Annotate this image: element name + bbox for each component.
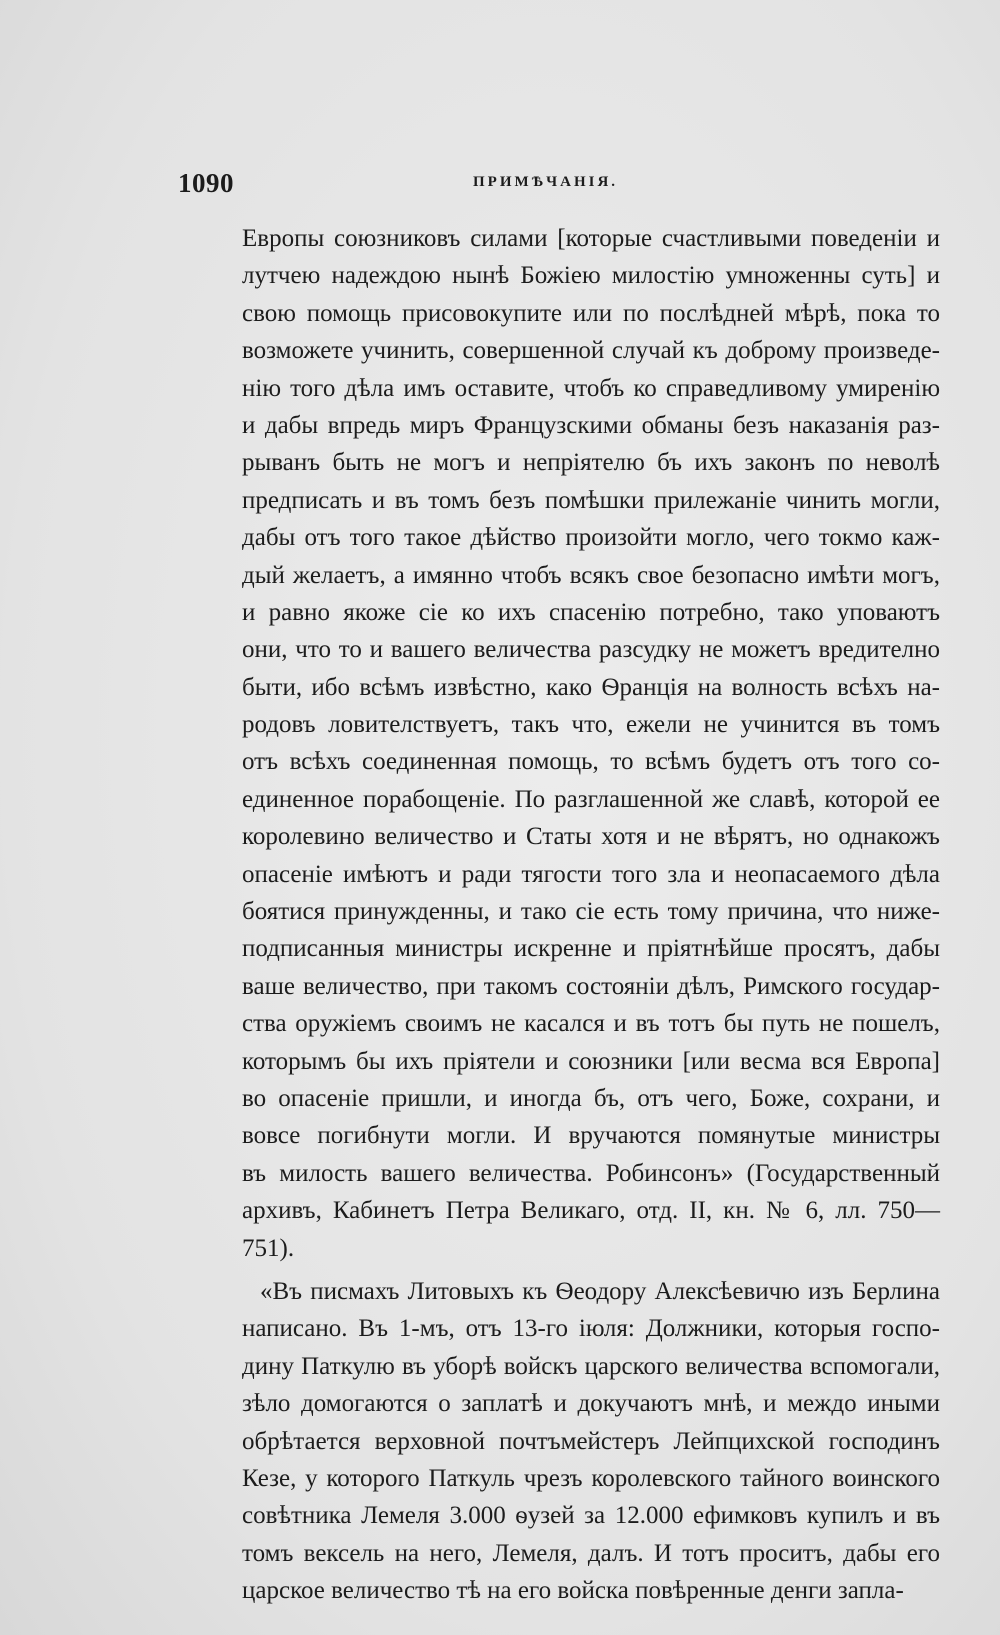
- text-line: вовсе погибнути могли. И вручаются помянутые министры: [242, 1122, 940, 1150]
- text-line: въ милость вашего величества. Робинсонъ» (Государственный: [242, 1159, 940, 1187]
- text-line: быти, ибо всѣмъ извѣстно, како Ѳранція на волность всѣхъ на-: [242, 673, 940, 701]
- text-line: королевино величество и Статы хотя и не вѣрятъ, но однакожъ: [242, 823, 940, 851]
- text-line: дый желаетъ, а имянно чтобъ всякъ свое безопасно имѣти могъ,: [242, 561, 940, 589]
- text-line: 751).: [242, 1234, 295, 1262]
- text-line: нію того дѣла имъ оставите, чтобъ ко справедливому умиренію: [242, 374, 940, 402]
- text-line: возможете учинить, совершенной случай къ доброму произведе-: [242, 337, 940, 365]
- text-line: во опасеніе пришли, и иногда бъ, отъ чего, Боже, сохрани, и: [242, 1084, 940, 1112]
- text-line: совѣтника Лемеля 3.000 ѳузей за 12.000 ефимковъ купилъ и въ: [242, 1502, 940, 1530]
- text-line: ваше величество, при такомъ состояніи дѣлъ, Римского государ-: [242, 972, 940, 1000]
- text-line: лутчею надеждою нынѣ Божіею милостію умноженны суть] и: [242, 262, 940, 290]
- text-line: ства оружіемъ своимъ не касался и въ тотъ бы путь не пошелъ,: [242, 1010, 940, 1038]
- text-line: свою помощь присовокупите или по послѣдней мѣрѣ, пока то: [242, 299, 940, 327]
- text-line: единенное порабощеніе. По разглашенной же славѣ, которой ее: [242, 785, 940, 813]
- text-line: царское величество тѣ на его войска повѣренные денги запла-: [242, 1577, 904, 1605]
- paragraph-2: [242, 1273, 940, 1610]
- text-line: и равно якоже сіе ко ихъ спасенію потребно, тако уповаютъ: [242, 598, 940, 626]
- text-line: они, что то и вашего величества разсудку не можетъ вредително: [242, 636, 940, 664]
- text-line: боятися принужденны, и тако сіе есть тому причина, что ниже-: [242, 898, 940, 926]
- page-number: 1090: [178, 168, 234, 198]
- text-line: дину Паткулю въ уборѣ войскъ царского величества вспомогали,: [242, 1352, 940, 1380]
- text-line: Европы союзниковъ силами [которые счастливыми поведеніи и: [242, 225, 940, 252]
- text-line: обрѣтается верховной почтъмейстеръ Лейпцихской господинъ: [242, 1427, 940, 1455]
- text-line: написано. Въ 1-мъ, отъ 13-го іюля: Должники, которыя госпо-: [242, 1315, 940, 1343]
- text-line: архивъ, Кабинетъ Петра Великаго, отд. II, кн. № 6, лл. 750—: [242, 1197, 940, 1225]
- text-line: томъ вексель на него, Лемеля, далъ. И тотъ проситъ, дабы его: [242, 1539, 940, 1567]
- text-line: и дабы впредь миръ Французскими обманы безъ наказанія раз-: [242, 411, 940, 439]
- text-line: подписанныя министры искренне и пріятнѣйше просятъ, дабы: [242, 935, 940, 963]
- text-line: рыванъ быть не могъ и непріятелю бъ ихъ законъ по неволѣ: [242, 449, 940, 477]
- text-line: зѣло домогаются о заплатѣ и докучаютъ мнѣ, и междо иными: [242, 1390, 940, 1418]
- text-line: отъ всѣхъ соединенная помощь, то всѣмъ будетъ отъ того со-: [242, 748, 940, 776]
- running-head: [178, 168, 738, 198]
- text-line: дабы отъ того такое дѣйство произойти могло, чего токмо каж-: [242, 524, 940, 552]
- text-line: родовъ ловителствуетъ, такъ что, ежели не учинится въ томъ: [242, 711, 940, 739]
- body-text: [242, 220, 940, 1609]
- text-line: Кезе, у которого Паткуль чрезъ королевского тайного воинского: [242, 1464, 940, 1492]
- running-title: ПРИМѢЧАНІЯ.: [473, 174, 619, 190]
- text-line: «Въ писмахъ Литовыхъ къ Ѳеодору Алексѣевичю изъ Берлина: [260, 1277, 940, 1305]
- text-line: опасеніе имѣютъ и ради тягости того зла и неопасаемого дѣла: [242, 860, 940, 888]
- text-line: предписать и въ томъ безъ помѣшки прилежаніе чинить могли,: [242, 486, 940, 514]
- text-line: которымъ бы ихъ пріятели и союзники [или весма вся Европа]: [242, 1047, 940, 1075]
- paragraph-1: [242, 220, 940, 1267]
